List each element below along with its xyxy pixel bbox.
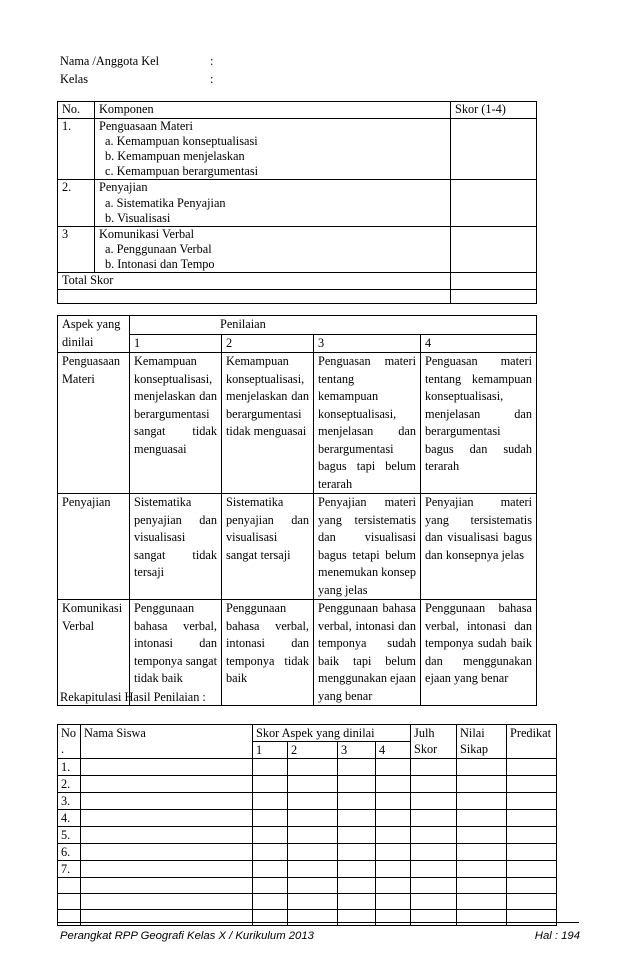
score-cell[interactable] [451, 226, 537, 273]
table-row [58, 759, 557, 776]
entry-cell[interactable] [457, 810, 507, 827]
entry-cell[interactable] [376, 861, 411, 878]
row-komponen [95, 118, 451, 180]
total-label: Total Skor [58, 273, 451, 290]
entry-cell[interactable] [457, 827, 507, 844]
recap-body [58, 759, 557, 926]
entry-cell[interactable] [253, 810, 288, 827]
entry-cell[interactable] [288, 827, 338, 844]
entry-cell[interactable] [253, 878, 288, 894]
entry-cell[interactable] [376, 776, 411, 793]
table-header-row [58, 102, 537, 119]
entry-cell[interactable] [338, 827, 376, 844]
entry-cell[interactable] [288, 844, 338, 861]
entry-cell[interactable] [411, 810, 457, 827]
col-no: No. [58, 102, 95, 119]
empty-cell [451, 289, 537, 303]
entry-cell[interactable] [338, 810, 376, 827]
entry-cell[interactable] [376, 810, 411, 827]
total-row [58, 273, 537, 290]
entry-cell[interactable] [507, 894, 557, 910]
table-row [58, 180, 537, 227]
entry-cell[interactable] [507, 776, 557, 793]
col-no: No . [58, 725, 81, 759]
row-no: 1. [58, 118, 95, 180]
entry-cell[interactable] [411, 793, 457, 810]
row-no [58, 878, 81, 894]
entry-cell[interactable] [411, 894, 457, 910]
row-no [58, 910, 81, 926]
rubric-cell: Kemampuan konseptualisasi, menjelaskan dan berargumentasi sangat tidak menguasai [130, 353, 222, 494]
rubric-cell: Penggunaan bahasa verbal, intonasi dan temponya sudah baik dan menggunakan ejaan yang benar [421, 600, 537, 706]
row-no: 4. [58, 810, 81, 827]
entry-cell[interactable] [288, 810, 338, 827]
row-no: 3 [58, 226, 95, 273]
penilaian-header: Penilaian [130, 316, 537, 335]
footer-left: Perangkat RPP Geografi Kelas X / Kurikulum 2013 [60, 930, 314, 942]
rubric-cell: Sistematika penyajian dan visualisasi sangat tersaji [222, 494, 314, 600]
empty-cell [58, 289, 451, 303]
class-line [60, 70, 213, 88]
list-item: a. Penggunaan Verbal [105, 242, 212, 256]
col-nama: Nama Siswa [81, 725, 253, 759]
rubric-header-row [58, 316, 537, 335]
entry-cell[interactable] [81, 776, 253, 793]
aspek-num: 2 [288, 742, 338, 759]
entry-cell[interactable] [457, 878, 507, 894]
entry-cell[interactable] [411, 878, 457, 894]
entry-cell[interactable] [338, 759, 376, 776]
aspek-num: 4 [376, 742, 411, 759]
col-jumlah: Julh Skor [411, 725, 457, 759]
entry-cell[interactable] [81, 878, 253, 894]
entry-cell[interactable] [338, 894, 376, 910]
entry-cell[interactable] [376, 894, 411, 910]
entry-cell[interactable] [81, 793, 253, 810]
entry-cell[interactable] [457, 861, 507, 878]
row-no: 1. [58, 759, 81, 776]
table-row [58, 118, 537, 180]
entry-cell[interactable] [81, 861, 253, 878]
name-colon: : [210, 54, 214, 68]
row-no: 2. [58, 180, 95, 227]
rubric-cell: Penguasan materi tentang kemampuan konseptualisasi, menjelasan dan berargumentasi bagus dan sudah terarah [421, 353, 537, 494]
rubric-cell: Penggunaan bahasa verbal, intonasi dan temponya sudah baik tapi belum menggunakan ejaan yang benar [314, 600, 421, 706]
entry-cell[interactable] [338, 793, 376, 810]
rubric-cell: Kemampuan konseptualisasi, menjelaskan dan berargumentasi tidak menguasai [222, 353, 314, 494]
table-row [58, 844, 557, 861]
col-nilai: Nilai Sikap [457, 725, 507, 759]
entry-cell[interactable] [507, 878, 557, 894]
entry-cell[interactable] [81, 844, 253, 861]
row-no: 7. [58, 861, 81, 878]
rubric-cell: Penyajian materi yang tersistematis dan visualisasi bagus dan konsepnya jelas [421, 494, 537, 600]
table-row [58, 810, 557, 827]
entry-cell[interactable] [253, 861, 288, 878]
footer-page: Hal : 194 [534, 930, 580, 942]
rubric-cell: Penggunaan bahasa verbal, intonasi dan temponya tidak baik [222, 600, 314, 706]
row-no: 2. [58, 776, 81, 793]
entry-cell[interactable] [507, 910, 557, 926]
entry-cell[interactable] [411, 910, 457, 926]
row-komponen [95, 180, 451, 227]
row-no: 5. [58, 827, 81, 844]
level-2: 2 [222, 334, 314, 353]
row-title: Penguasaan Materi [99, 118, 193, 133]
class-label: Kelas [60, 72, 88, 86]
rubric-cell: Penguasan materi tentang kemampuan konseptualisasi, menjelasan dan berargumentasi bagus tapi belum terarah [314, 353, 421, 494]
entry-cell[interactable] [507, 793, 557, 810]
entry-cell[interactable] [457, 793, 507, 810]
entry-cell[interactable] [81, 894, 253, 910]
entry-cell[interactable] [457, 910, 507, 926]
entry-cell[interactable] [253, 793, 288, 810]
entry-cell[interactable] [411, 844, 457, 861]
score-cell[interactable] [451, 180, 537, 227]
entry-cell[interactable] [457, 844, 507, 861]
entry-cell[interactable] [411, 759, 457, 776]
entry-cell[interactable] [253, 894, 288, 910]
entry-cell[interactable] [411, 776, 457, 793]
entry-cell[interactable] [338, 910, 376, 926]
entry-cell[interactable] [411, 861, 457, 878]
component-score-table [57, 101, 537, 304]
table-row [58, 861, 557, 878]
footer-rule [57, 922, 579, 923]
table-row [58, 776, 557, 793]
entry-cell[interactable] [253, 759, 288, 776]
recap-table [57, 724, 557, 926]
list-item: a. Sistematika Penyajian [105, 195, 226, 210]
name-label: Nama /Anggota Kel [60, 54, 160, 68]
list-item: a. Kemampuan konseptualisasi [105, 134, 258, 148]
row-no: 3. [58, 793, 81, 810]
list-item: b. Intonasi dan Tempo [105, 257, 215, 271]
list-item: b. Kemampuan menjelaskan [105, 149, 245, 163]
table-row [58, 353, 537, 494]
entry-cell[interactable] [288, 894, 338, 910]
score-cell[interactable] [451, 118, 537, 180]
entry-cell[interactable] [376, 910, 411, 926]
entry-cell[interactable] [81, 910, 253, 926]
rubric-cell: Sistematika penyajian dan visualisasi sangat tidak tersaji [130, 494, 222, 600]
list-item: c. Kemampuan berargumentasi [105, 164, 259, 178]
table-row [58, 793, 557, 810]
entry-cell[interactable] [457, 759, 507, 776]
empty-row [58, 289, 537, 303]
aspek-cell: Penguasaan Materi [58, 353, 130, 494]
name-line [60, 52, 213, 70]
entry-cell[interactable] [376, 793, 411, 810]
row-komponen [95, 226, 451, 273]
table-row [58, 494, 537, 600]
aspek-num: 3 [338, 742, 376, 759]
entry-cell[interactable] [288, 776, 338, 793]
entry-cell[interactable] [338, 776, 376, 793]
entry-cell[interactable] [457, 776, 507, 793]
table-row [58, 226, 537, 273]
col-skor-aspek: Skor Aspek yang dinilai [253, 725, 411, 742]
entry-cell[interactable] [288, 878, 338, 894]
row-no [58, 894, 81, 910]
entry-cell[interactable] [507, 810, 557, 827]
entry-cell[interactable] [253, 776, 288, 793]
table-row [58, 894, 557, 910]
rekap-title: Rekapitulasi Hasil Penilaian : [60, 690, 206, 704]
row-title: Penyajian [99, 180, 148, 194]
col-komponen: Komponen [95, 102, 451, 119]
rubric-cell: Penggunaan bahasa verbal, intonasi dan temponya sangat tidak baik [130, 600, 222, 706]
aspek-cell: Penyajian [58, 494, 130, 600]
entry-cell[interactable] [288, 759, 338, 776]
aspek-num: 1 [253, 742, 288, 759]
table-row [58, 910, 557, 926]
level-1: 1 [130, 334, 222, 353]
entry-cell[interactable] [507, 827, 557, 844]
entry-cell[interactable] [507, 759, 557, 776]
total-score-cell[interactable] [451, 273, 537, 290]
entry-cell[interactable] [253, 910, 288, 926]
entry-cell[interactable] [338, 878, 376, 894]
class-colon: : [210, 72, 214, 86]
row-no: 6. [58, 844, 81, 861]
entry-cell[interactable] [253, 844, 288, 861]
entry-cell[interactable] [81, 810, 253, 827]
level-row [58, 334, 537, 353]
rubric-cell: Penyajian materi yang tersistematis dan visualisasi bagus tetapi belum menemukan konsep yang jelas [314, 494, 421, 600]
entry-cell[interactable] [81, 827, 253, 844]
rubric-table [57, 315, 537, 706]
entry-cell[interactable] [81, 759, 253, 776]
entry-cell[interactable] [338, 861, 376, 878]
entry-cell[interactable] [507, 844, 557, 861]
recap-header-row [58, 725, 557, 742]
table-row [58, 878, 557, 894]
aspek-cell: Komunikasi Verbal [58, 600, 130, 706]
entry-cell[interactable] [376, 759, 411, 776]
entry-cell[interactable] [288, 861, 338, 878]
table-row [58, 827, 557, 844]
level-4: 4 [421, 334, 537, 353]
list-item: b. Visualisasi [105, 210, 171, 225]
col-skor: Skor (1-4) [451, 102, 537, 119]
level-3: 3 [314, 334, 421, 353]
entry-cell[interactable] [411, 827, 457, 844]
entry-cell[interactable] [507, 861, 557, 878]
entry-cell[interactable] [338, 844, 376, 861]
row-title: Komunikasi Verbal [99, 226, 195, 241]
aspek-header: Aspek yang dinilai [58, 316, 130, 353]
entry-cell[interactable] [288, 910, 338, 926]
entry-cell[interactable] [376, 878, 411, 894]
entry-cell[interactable] [376, 827, 411, 844]
entry-cell[interactable] [253, 827, 288, 844]
entry-cell[interactable] [376, 844, 411, 861]
entry-cell[interactable] [457, 894, 507, 910]
entry-cell[interactable] [288, 793, 338, 810]
col-predikat: Predikat [507, 725, 557, 759]
